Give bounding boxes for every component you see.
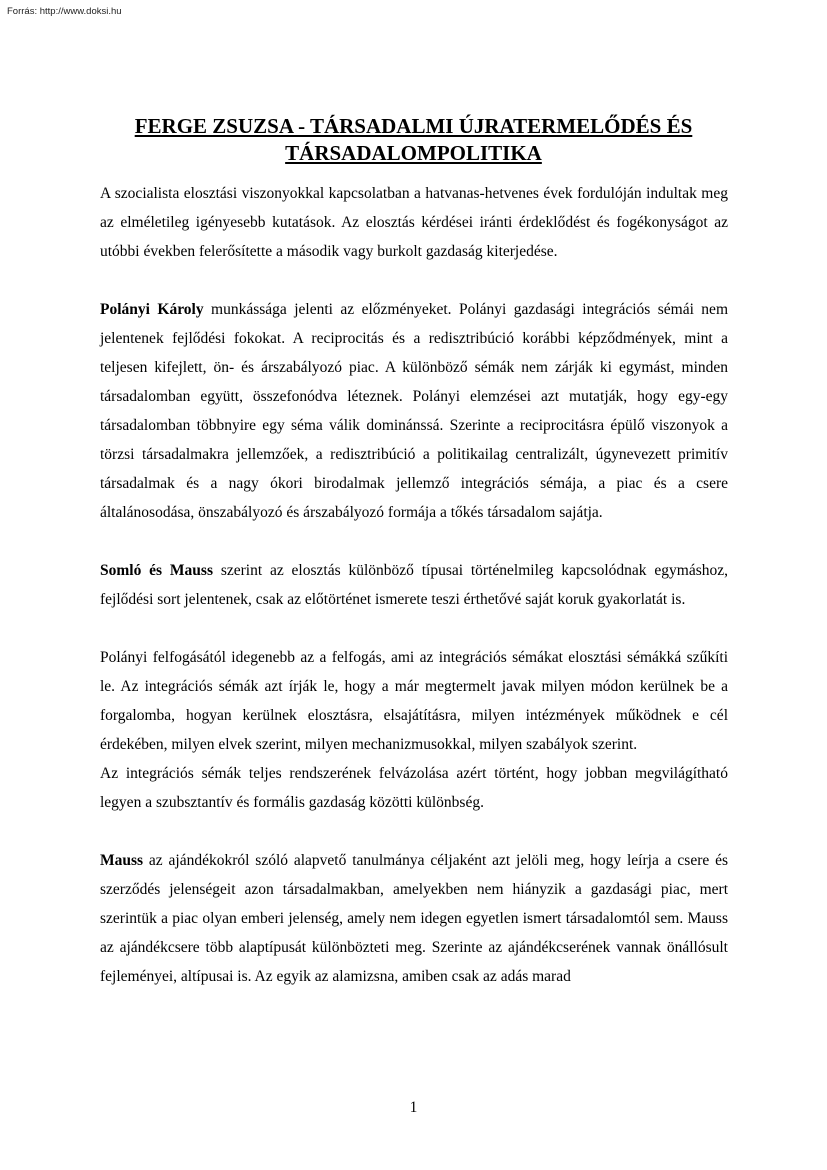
document-body (100, 179, 728, 991)
paragraph-mauss (100, 846, 728, 991)
document-title (100, 113, 727, 167)
paragraph-somlo-mauss (100, 556, 728, 614)
paragraph-text: szerint az elosztás különböző típusai történelmileg kapcsolódnak egymáshoz, fejlődési sort jelentenek, csak az előtörténet ismerete teszi érthetővé saját koruk gyakorlatát is. (100, 562, 728, 608)
source-label: Forrás: http://www.doksi.hu (7, 6, 122, 17)
paragraph-text: munkássága jelenti az előzményeket. Polányi gazdasági integrációs sémái nem jelentenek fejlődési fokokat. A reciprocitás és a redisztribúció korábbi képződmények, mint a teljesen kifejlett, ön- és árszabályozó piac. A különböző sémák nem zárják ki egymást, minden társadalomban együtt, összefonódva léteznek. Polányi elemzései azt mutatják, hogy egy-egy társadalomban többnyire egy séma válik dominánssá. Szerinte a reciprocitásra épülő viszonyok a törzsi társadalmakra jellemzőek, a redisztribúció a politikailag centralizált, úgynevezett primitív társadalmak és a nagy ókori birodalmak jellemző integrációs sémája, a piac és a csere általánosodása, önszabályozó és árszabályozó formája a tőkés társadalom sajátja. (100, 301, 728, 521)
paragraph-integration-schemes (100, 643, 728, 759)
page-number: 1 (409, 1099, 418, 1116)
paragraph-intro (100, 179, 728, 266)
author-name: Polányi Károly (100, 301, 204, 318)
paragraph-text: Az integrációs sémák teljes rendszerének felvázolása azért történt, hogy jobban megvilágítható legyen a szubsztantív és formális gazdaság közötti különbség. (100, 765, 728, 811)
title-line-2: TÁRSADALOMPOLITIKA (285, 141, 542, 166)
paragraph-text: A szocialista elosztási viszonyokkal kapcsolatban a hatvanas-hetvenes évek fordulóján indultak meg az elméletileg igényesebb kutatások. Az elosztás kérdései iránti érdeklődést és fogékonyságot az utóbbi években felerősítette a második vagy burkolt gazdaság kiterjedése. (100, 185, 728, 260)
author-name: Somló és Mauss (100, 562, 213, 579)
author-name: Mauss (100, 852, 144, 869)
paragraph-integration-system (100, 759, 728, 817)
paragraph-text: Polányi felfogásától idegenebb az a felfogás, ami az integrációs sémákat elosztási sémákká szűkíti le. Az integrációs sémák azt írják le, hogy a már megtermelt javak milyen módon kerülnek be a forgalomba, hogyan kerülnek elosztásra, elsajátításra, milyen intézmények működnek e cél érdekében, milyen elvek szerint, milyen mechanizmusokkal, milyen szabályok szerint. (100, 649, 728, 753)
paragraph-text: az ajándékokról szóló alapvető tanulmánya céljaként azt jelöli meg, hogy leírja a csere és szerződés jelenségeit azon társadalmakban, amelyekben nem hiányzik a gazdasági piac, mert szerintük a piac olyan emberi jelenség, amely nem idegen egyetlen ismert társadalomtól sem. Mauss az ajándékcsere több alaptípusát különbözteti meg. Szerinte az ajándékcserének vannak önállósult fejleményei, altípusai is. Az egyik az alamizsna, amiben csak az adás marad (100, 852, 728, 985)
title-line-1: FERGE ZSUZSA - TÁRSADALMI ÚJRATERMELŐDÉS ÉS (134, 114, 693, 139)
paragraph-polanyi (100, 295, 728, 527)
